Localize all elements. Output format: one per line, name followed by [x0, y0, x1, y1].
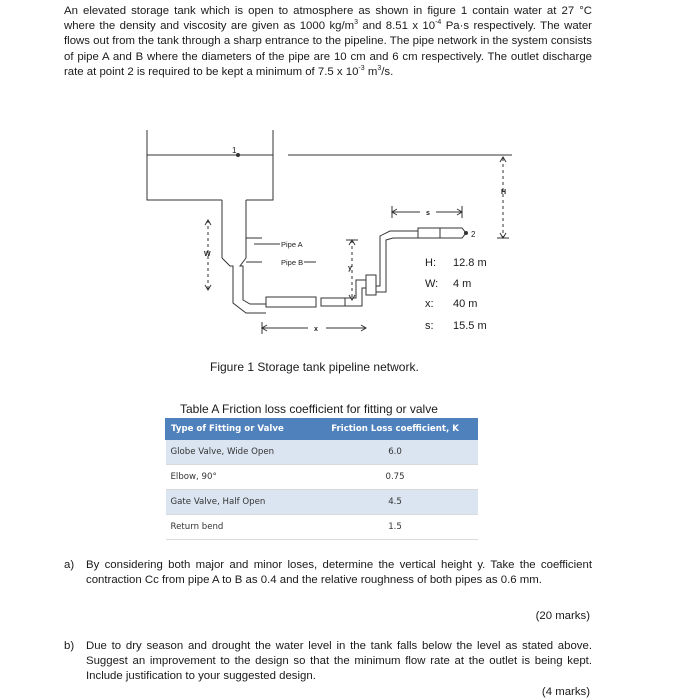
table-row: [166, 490, 478, 515]
legend-value-x: 40 m: [453, 298, 478, 310]
intro-text-3: Pa·s respectively. The water flows out from the tank through a sharp entrance to the pipeline. The pipe network in the system consists of pipe A and B where the diameters of the pipe are 10 cm and 6 cm respectively. The outlet discharge rate at point 2 is required to be kept a minimum of 7.5 x 10: [64, 20, 592, 78]
figure-caption-text: Figure 1 Storage tank pipeline network.: [210, 360, 419, 374]
question-a: [64, 558, 592, 604]
dim-h-label: H: [501, 189, 507, 196]
k-value: 6.0: [313, 440, 478, 465]
legend-key-h: H:: [425, 257, 436, 269]
question-a-label: a): [64, 559, 75, 571]
k-value: 0.75: [313, 465, 478, 490]
dim-w-label: W: [204, 251, 211, 258]
question-a-marks: (20 marks): [535, 610, 590, 622]
fitting-name: Globe Valve, Wide Open: [166, 440, 313, 465]
pipe-a-label: Pipe A: [281, 240, 303, 249]
question-b: [64, 639, 592, 685]
question-b-text: Due to dry season and drought the water level in the tank falls below the level as stated above. Suggest an improvement to the design so that the minimum flow rate at the outlet is being kept. Include justification to your suggested design.: [86, 640, 592, 683]
table-title: Table A Friction loss coefficient for fitting or valve: [180, 402, 438, 416]
question-a-text: By considering both major and minor loses, determine the vertical height y. Take the coefficient contraction Cc from pipe A to B as 0.4 and the relative roughness of both pipes as 0.6 mm.: [86, 559, 592, 587]
problem-statement: [64, 4, 592, 80]
dimension-h: [497, 157, 509, 238]
pipe-b-label: Pipe B: [281, 258, 304, 267]
table-header-row: [166, 419, 478, 440]
point-2-label: 2: [471, 230, 476, 239]
legend-value-w: 4 m: [453, 278, 472, 290]
question-b-marks: (4 marks): [541, 686, 590, 698]
pipeline-diagram: [0, 120, 682, 355]
table-row: [166, 465, 478, 490]
legend-key-s: s:: [425, 320, 434, 332]
k-value: 1.5: [313, 515, 478, 540]
dim-y-label: y: [348, 265, 352, 272]
fitting-name: Return bend: [166, 515, 313, 540]
fitting-name: Gate Valve, Half Open: [166, 490, 313, 515]
intro-sup-3: -3: [358, 65, 365, 73]
dim-x-label: x: [314, 326, 318, 333]
intro-sup-1: 3: [354, 19, 359, 27]
k-value: 4.5: [313, 490, 478, 515]
question-b-label: b): [64, 640, 75, 652]
pipe-a: [222, 200, 262, 258]
header-friction-coefficient: Friction Loss coefficient, K: [313, 419, 478, 440]
point-1-marker: [237, 154, 240, 157]
intro-text-2: and 8.51 x 10: [358, 20, 436, 33]
intro-text-4: m: [364, 65, 378, 78]
point-1-label: 1: [232, 146, 237, 155]
intro-sup-2: -4: [435, 19, 442, 27]
intro-sup-4: 3: [377, 65, 382, 73]
legend-value-s: 15.5 m: [453, 320, 487, 332]
legend-value-h: 12.8 m: [453, 257, 487, 269]
dim-s-label: s: [426, 210, 430, 217]
intro-text-5: /s.: [381, 65, 394, 78]
point-2-marker: [465, 232, 468, 235]
table-row: [166, 515, 478, 540]
legend-key-x: x:: [425, 298, 434, 310]
intro-text-1: An elevated storage tank which is open to atmosphere as shown in figure 1 contain water at 27 °C where the density and viscosity are given as 1000 kg/m: [64, 5, 592, 33]
fitting-name: Elbow, 90°: [166, 465, 313, 490]
storage-tank: [147, 130, 273, 200]
legend-key-w: W:: [425, 278, 439, 290]
dimension-legend: [425, 257, 487, 332]
table-row: [166, 440, 478, 465]
header-fitting-type: Type of Fitting or Valve: [166, 419, 313, 440]
friction-loss-table: [165, 418, 478, 540]
